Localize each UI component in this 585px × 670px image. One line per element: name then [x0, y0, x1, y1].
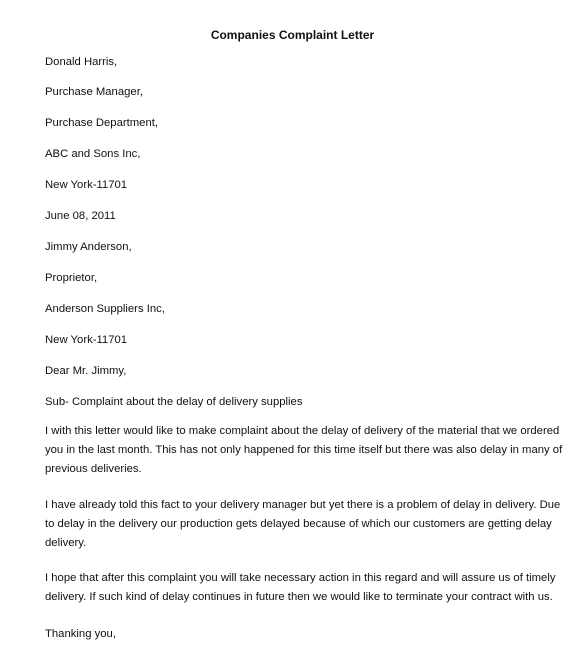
recipient-department: Purchase Department,: [45, 117, 159, 129]
body-paragraph: [45, 496, 561, 553]
recipient-name: Donald Harris,: [45, 56, 118, 68]
subject-line: Sub- Complaint about the delay of delivery supplies: [45, 396, 303, 408]
paragraph-line: to delay in the delivery our production gets delayed because of which our customers are getting delay: [45, 518, 552, 530]
paragraph-line: I with this letter would like to make complaint about the delay of delivery of the material that we ordered: [45, 425, 560, 437]
recipient-position: Purchase Manager,: [45, 86, 143, 98]
sender-company: Anderson Suppliers Inc,: [45, 303, 165, 315]
paragraph-line: delivery. If such kind of delay continues in future then we would like to terminate your contract with us.: [45, 591, 553, 603]
paragraph-line: delivery.: [45, 537, 87, 549]
paragraph-line: I have already told this fact to your delivery manager but yet there is a problem of delay in delivery. Due: [45, 499, 561, 511]
closing: Thanking you,: [45, 628, 116, 640]
recipient-city: New York-11701: [45, 179, 128, 191]
paragraph-line: I hope that after this complaint you will take necessary action in this regard and will assure us of timely: [45, 572, 556, 584]
body-paragraph: [45, 569, 556, 607]
salutation: Dear Mr. Jimmy,: [45, 365, 127, 377]
sender-name: Jimmy Anderson,: [45, 241, 132, 253]
letter-title: Companies Complaint Letter: [210, 28, 375, 42]
letter-date: June 08, 2011: [45, 210, 116, 222]
sender-city: New York-11701: [45, 334, 128, 346]
recipient-company: ABC and Sons Inc,: [45, 148, 141, 160]
paragraph-line: you in the last month. This has not only happened for this time itself but there was also delay in many of: [45, 444, 563, 456]
paragraph-line: previous deliveries.: [45, 463, 142, 475]
sender-position: Proprietor,: [45, 272, 98, 284]
body-paragraph: [45, 422, 563, 479]
